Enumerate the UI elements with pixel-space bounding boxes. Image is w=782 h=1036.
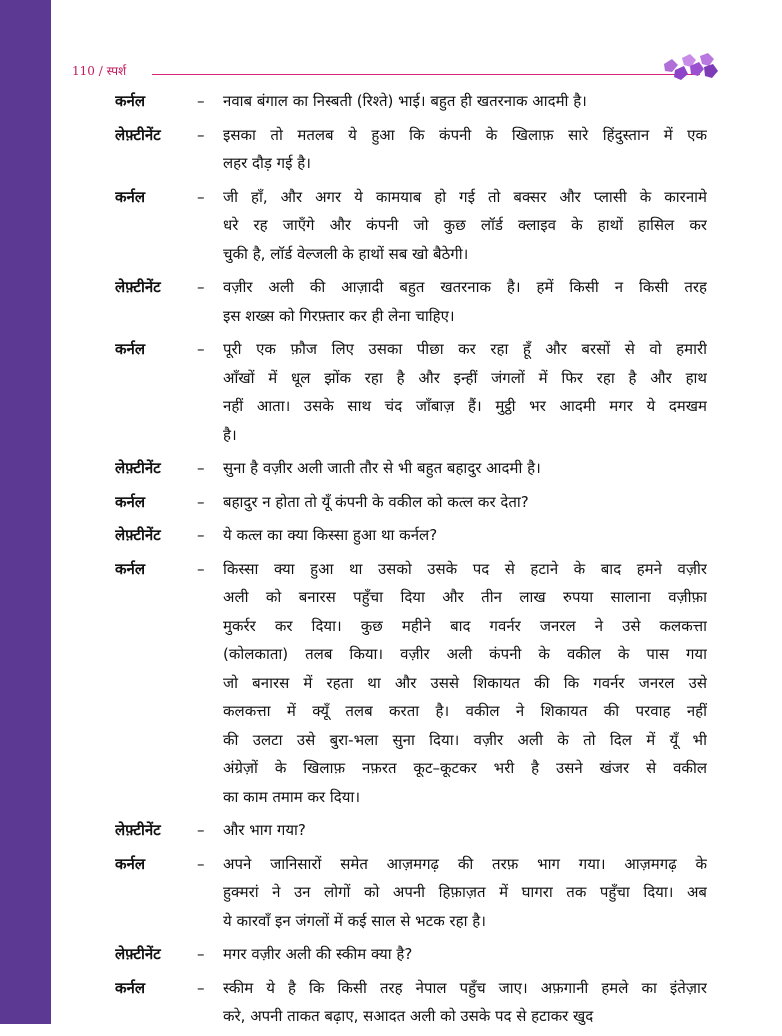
dialogue-line: नहीं आता। उसके साथ चंद जाँबाज़ हैं। मुट्ठी भर आदमी मगर ये दमखम [223,397,707,415]
dialogue-text [223,183,707,269]
speaker-dash: – [197,559,205,578]
speaker-name: कर्नल [115,559,146,578]
dialogue-line: स्कीम ये है कि किसी तरह नेपाल पहुँच जाए। अफ़गानी हमले का इंतेज़ार [223,978,707,997]
dialogue-text [223,454,707,483]
dialogue-text [223,488,707,517]
dialogue-text [223,273,707,330]
dialogue-entry [115,273,707,330]
dialogue-line: अपने जानिसारों समेत आज़मगढ़ की तरफ़ भाग गया। आज़मगढ़ के [223,854,707,873]
header-rule [152,74,700,75]
dialogue-entry [115,335,707,449]
dialogue-line: (कोलकाता) तलब किया। वज़ीर अली कंपनी के वकील के पास गया [223,645,707,663]
dialogue-entry [115,454,707,483]
dialogue-text [223,555,707,812]
speaker-name: लेफ़्टीनेंट [115,459,161,477]
page-header [72,62,632,82]
dialogue-entry [115,183,707,269]
dialogue-entry [115,121,707,178]
dialogue-line: चुकी है, लॉर्ड वेल्जली के हाथों सब खो बैठेगी। [223,244,469,263]
speaker-name: कर्नल [115,340,146,358]
dialogue-line: किस्सा क्या हुआ था उसको उसके पद से हटाने के बाद हमने वज़ीर [223,559,707,578]
dialogue-line: इस शख्स को गिरफ़्तार कर ही लेना चाहिए। [223,306,455,325]
speaker-dash: – [197,492,205,511]
dialogue-line: की उलटा उसे बुरा-भला सुना दिया। वज़ीर अली के तो दिल में यूँ भी [223,730,707,749]
speaker-name: कर्नल [115,492,146,511]
speaker-dash: – [197,821,205,839]
dialogue-body [115,87,707,1036]
speaker-name: लेफ़्टीनेंट [115,526,161,544]
dialogue-line: अंग्रेज़ों के खिलाफ़ नफ़रत कूट–कूटकर भरी है उसने खंजर से वकील [223,759,707,777]
dialogue-line: कलकत्ता में क्यूँ तलब करता है। वकील ने शिकायत की परवाह नहीं [223,702,707,720]
speaker-dash: – [197,526,205,544]
dialogue-line: करे, अपनी ताकत बढ़ाए, सआदत अली को उसके पद से हटाकर खुद [223,1007,594,1025]
speaker-name: कर्नल [115,978,146,997]
speaker-dash: – [197,278,205,296]
speaker-name: लेफ़्टीनेंट [115,125,161,144]
dialogue-line: मगर वज़ीर अली की स्कीम क्या है? [223,945,413,963]
dialogue-line: नवाब बंगाल का निस्बती (रिश्ते) भाई। बहुत ही खतरनाक आदमी है। [223,92,587,110]
dialogue-entry [115,974,707,1031]
dialogue-line: हुक्मरां ने उन लोगों को अपनी हिफ़ाज़त में घागरा तक पहुँचा दिया। अब [223,883,707,901]
dialogue-text [223,816,707,845]
dialogue-line: और भाग गया? [223,821,306,839]
dialogue-line: है। [223,425,237,444]
dialogue-text [223,850,707,936]
dialogue-text [223,335,707,449]
dialogue-line: अली को बनारस पहुँचा दिया और तीन लाख रुपया सालाना वज़ीफ़ा [223,588,707,606]
dialogue-text [223,974,707,1031]
dialogue-line: मुकर्रर कर दिया। कुछ महीने बाद गवर्नर जनरल ने उसे कलकत्ता [223,616,707,635]
speaker-dash: – [197,187,205,206]
dialogue-line: ये कत्ल का क्या किस्सा हुआ था कर्नल? [223,526,438,544]
speaker-dash: – [197,92,205,110]
speaker-dash: – [197,459,205,477]
dialogue-line: आँखों में धूल झोंक रहा है और इन्हीं जंगलों में फिर रहा है और हाथ [223,368,707,387]
dialogue-line: पूरी एक फ़ौज लिए उसका पीछा कर रहा हूँ और बरसों से वो हमारी [223,340,707,358]
speaker-dash: – [197,978,205,997]
speaker-name: लेफ़्टीनेंट [115,821,161,839]
dialogue-text [223,521,707,550]
speaker-dash: – [197,854,205,873]
dialogue-line: का काम तमाम कर दिया। [223,787,361,806]
dialogue-text [223,940,707,969]
dialogue-entry [115,521,707,550]
dialogue-line: बहादुर न होता तो यूँ कंपनी के वकील को कत्ल कर देता? [223,492,529,511]
dialogue-entry [115,816,707,845]
speaker-name: लेफ़्टीनेंट [115,945,161,963]
dialogue-entry [115,488,707,517]
dialogue-line: वज़ीर अली की आज़ादी बहुत खतरनाक है। हमें किसी न किसी तरह [223,278,707,296]
dialogue-entry [115,940,707,969]
dialogue-entry [115,555,707,812]
speaker-dash: – [197,340,205,358]
dialogue-line: ये कारवाँ इन जंगलों में कई साल से भटक रहा है। [223,911,486,930]
dialogue-entry [115,87,707,116]
dialogue-line: इसका तो मतलब ये हुआ कि कंपनी के खिलाफ़ सारे हिंदुस्तान में एक [223,125,707,144]
dialogue-line: जी हाँ, और अगर ये कामयाब हो गई तो बक्सर और प्लासी के कारनामे [223,187,707,206]
dialogue-line: लहर दौड़ गई है। [223,154,311,172]
page-sidebar-band [0,0,51,1024]
dialogue-text [223,121,707,178]
dialogue-entry [115,850,707,936]
gems-decoration-icon [660,50,720,84]
speaker-name: लेफ़्टीनेंट [115,278,161,296]
dialogue-line: धरे रह जाएँगे और कंपनी जो कुछ लॉर्ड क्लाइव के हाथों हासिल कर [223,216,707,234]
speaker-name: कर्नल [115,187,146,206]
speaker-dash: – [197,125,205,144]
dialogue-line: सुना है वज़ीर अली जाती तौर से भी बहुत बहादुर आदमी है। [223,459,541,477]
dialogue-text [223,87,707,116]
speaker-dash: – [197,945,205,963]
dialogue-line: जो बनारस में रहता था और उससे शिकायत की कि गवर्नर जनरल उसे [223,673,707,692]
page-number-label: 110 / स्पर्श [72,64,127,78]
speaker-name: कर्नल [115,92,146,110]
speaker-name: कर्नल [115,854,146,873]
